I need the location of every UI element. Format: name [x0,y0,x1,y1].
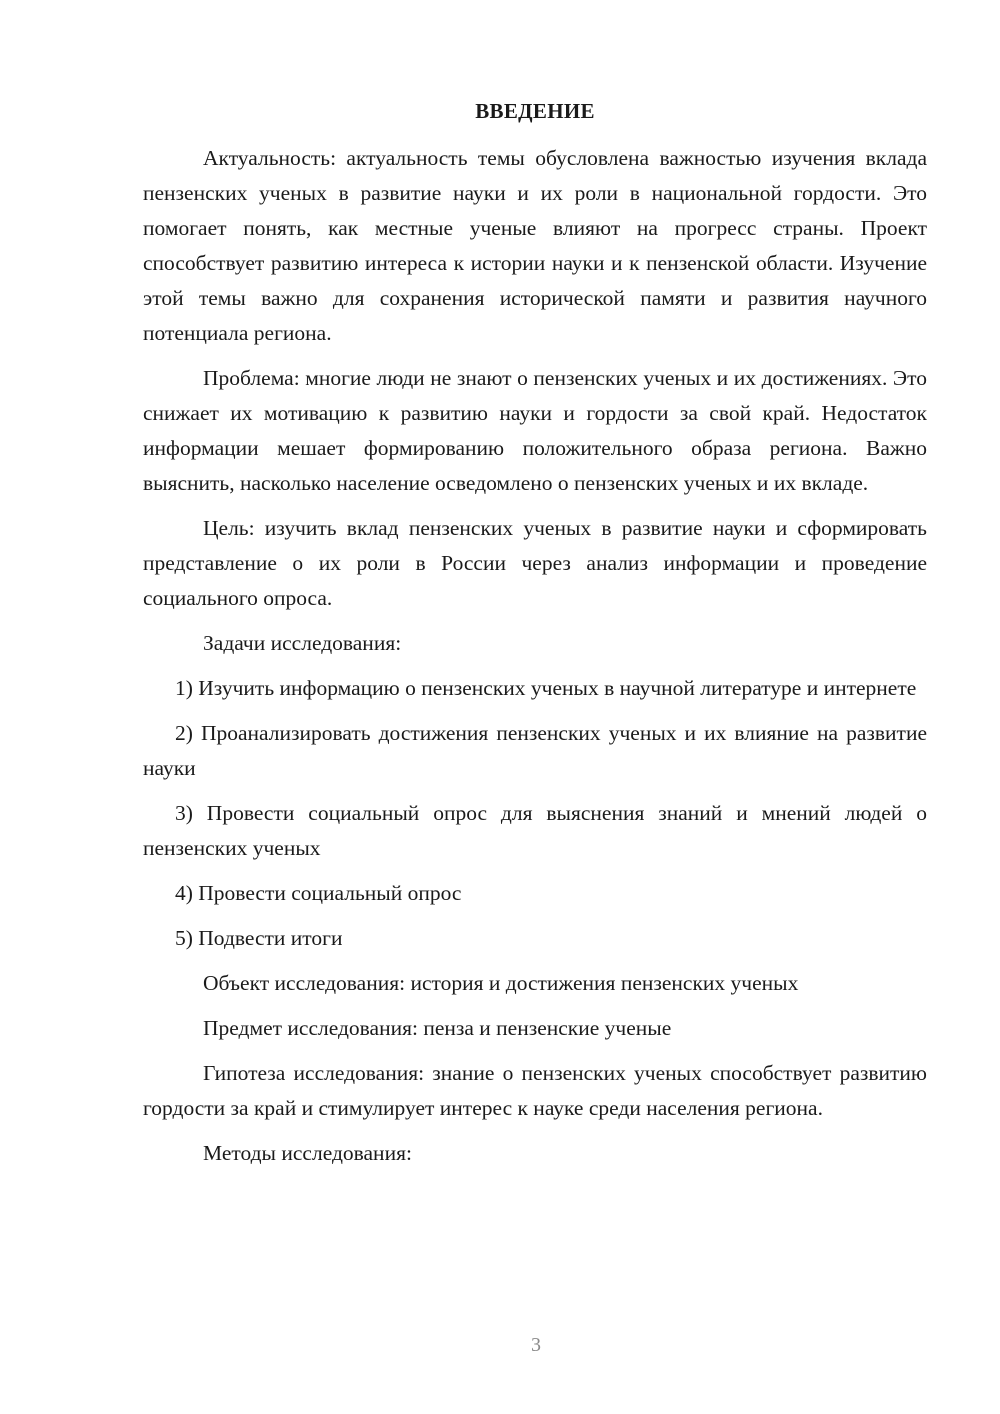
page-title: ВВЕДЕНИЕ [475,99,595,123]
tasks-heading: Задачи исследования: [203,631,402,655]
methods-heading: Методы исследования: [203,1141,412,1165]
list-item: 3) Провести социальный опрос для выяснения знаний и мнений людей о пензенских ученых [143,801,927,860]
list-item: 2) Проанализировать достижения пензенских ученых и их влияние на развитие науки [143,721,927,780]
goal-paragraph: Цель: изучить вклад пензенских ученых в развитие науки и сформировать представление о их роли в России через анализ информации и проведение социального опроса. [143,516,927,610]
relevance-paragraph: Актуальность: актуальность темы обусловлена важностью изучения вклада пензенских ученых в развитие науки и их роли в национальной гордости. Это помогает понять, как местные ученые влияют на прогресс страны. Проект способствует развитию интереса к истории науки и к пензенской области. Изучение этой темы важно для сохранения исторической памяти и развития научного потенциала региона. [143,146,927,345]
subject-paragraph: Предмет исследования: пенза и пензенские ученые [203,1016,672,1040]
list-item: 4) Провести социальный опрос [175,881,462,905]
tasks-list [143,671,927,956]
object-paragraph: Объект исследования: история и достижения пензенских ученых [203,971,799,995]
hypothesis-paragraph: Гипотеза исследования: знание о пензенских ученых способствует развитию гордости за край и стимулирует интерес к науке среди населения региона. [143,1061,927,1120]
problem-paragraph: Проблема: многие люди не знают о пензенских ученых и их достижениях. Это снижает их мотивацию к развитию науки и гордости за свой край. Недостаток информации мешает формированию положительного образа региона. Важно выяснить, насколько население осведомлено о пензенских ученых и их вкладе. [143,366,927,495]
page-number: 3 [531,1334,541,1356]
page-content [143,94,927,1181]
list-item: 5) Подвести итоги [175,926,343,950]
list-item: 1) Изучить информацию о пензенских ученых в научной литературе и интернете [175,676,917,700]
